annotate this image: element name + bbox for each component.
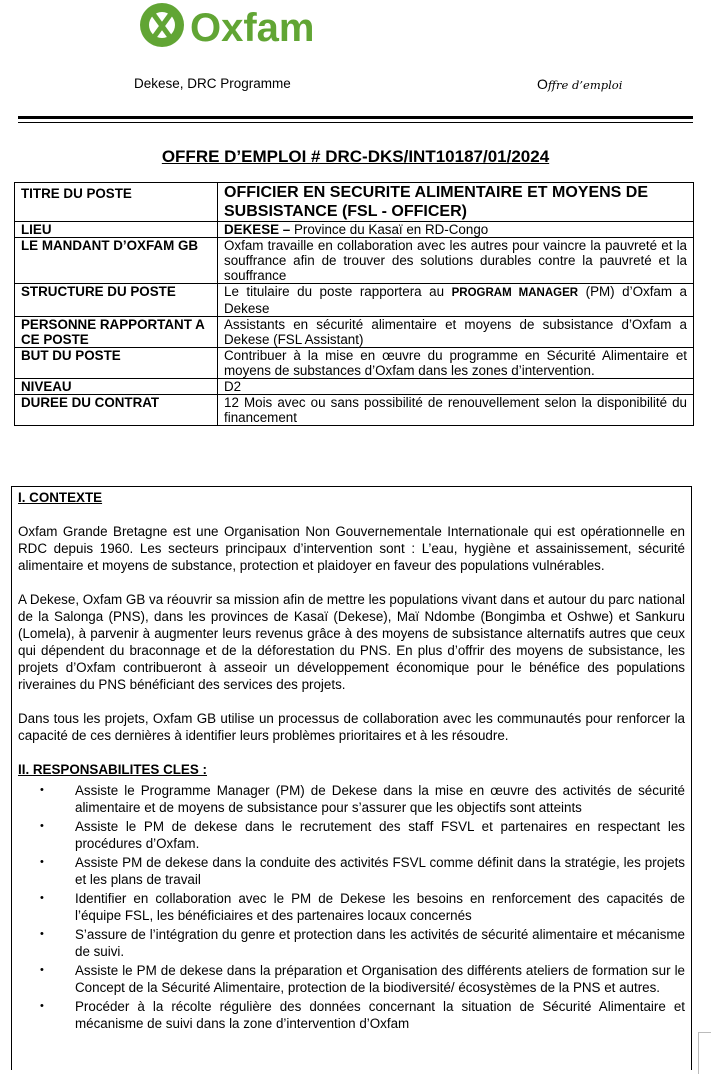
location-bold: DEKESE – xyxy=(224,222,291,237)
table-row xyxy=(15,317,694,348)
row-label: STRUCTURE DU POSTE xyxy=(15,284,218,317)
page-title: OFFRE D’EMPLOI # DRC-DKS/INT10187/01/2024 xyxy=(161,147,550,166)
responsibilities-heading: II. RESPONSABILITES CLES : xyxy=(18,762,207,777)
table-row xyxy=(15,348,694,379)
structure-value xyxy=(218,284,694,317)
row-label: PERSONNE RAPPORTANT A CE POSTE xyxy=(15,317,218,348)
list-item xyxy=(18,782,685,816)
page-edge-fragment xyxy=(698,1032,711,1074)
bullet-icon: • xyxy=(40,1000,44,1012)
job-title-value: OFFICIER EN SECURITE ALIMENTAIRE ET MOYENS DE SUBSISTANCE (FSL - OFFICER) xyxy=(218,183,694,222)
row-label: NIVEAU xyxy=(15,379,218,395)
table-row xyxy=(15,183,694,222)
context-heading: I. CONTEXTE xyxy=(18,490,103,505)
row-label: DUREE DU CONTRAT xyxy=(15,395,218,426)
list-item-text: Assiste le Programme Manager (PM) de Dekese dans la mise en œuvre des activités de sécurité alimentaire et de moyens de subsistance pour s’assurer que les objectifs sont atteints xyxy=(75,783,685,815)
row-label: BUT DU POSTE xyxy=(15,348,218,379)
bullet-icon: • xyxy=(40,892,44,904)
list-item xyxy=(18,926,685,960)
table-row xyxy=(15,222,694,238)
list-item-text: Identifier en collaboration avec le PM de Dekese les besoins en renforcement des capacités de l’équipe FSL, les bénéficiaires et des partenaires locaux concernés xyxy=(75,891,685,923)
responsibilities-list xyxy=(18,782,685,1032)
structure-manager: PROGRAM MANAGER xyxy=(451,287,579,299)
row-label: LIEU xyxy=(15,222,218,238)
oxfam-figure-icon xyxy=(140,3,184,47)
context-paragraph-3: Dans tous les projets, Oxfam GB utilise un processus de collaboration avec les communautés pour renforcer la capacité de ces dernières à identifier leurs problèmes prioritaires et à les résoudre. xyxy=(18,711,685,743)
header-rule-thin xyxy=(18,122,693,123)
row-value: 12 Mois avec ou sans possibilité de renouvellement selon la disponibilité du financement xyxy=(218,395,694,426)
table-row xyxy=(15,379,694,395)
list-item xyxy=(18,962,685,996)
logo-text: Oxfam xyxy=(190,6,315,50)
context-paragraph-2: A Dekese, Oxfam GB va réouvrir sa mission afin de mettre les populations vivant dans et autour du parc national de la Salonga (PNS), dans les provinces de Kasaï (Dekese), Maï Ndombe (Bongimba et Oshwe) et Sankuru (Lomela), à parvenir à augmenter leurs revenus grâce à des moyens de subsistance alternatifs autres que ceux qui dépendent du braconnage et de la déforestation du PNS. En plus d’offrir des moyens de subsistance, les projets d’Oxfam contribueront à asseoir un développement économique pour le bénéfice des populations riveraines du PNS bénéficiant des services des projets. xyxy=(18,592,685,692)
list-item-text: Assiste PM de dekese dans la conduite des activités FSVL comme définit dans la stratégie, les projets et les plans de travail xyxy=(75,855,685,887)
table-row xyxy=(15,238,694,284)
table-row xyxy=(15,395,694,426)
doc-type-initial: O xyxy=(537,76,548,92)
list-item xyxy=(18,854,685,888)
list-item-text: S’assure de l’intégration du genre et protection dans les activités de sécurité alimentaire et mécanisme de suivi. xyxy=(75,927,685,959)
location-rest: Province du Kasaï en RD-Congo xyxy=(290,222,489,237)
bullet-icon: • xyxy=(40,820,44,832)
row-value: Contribuer à la mise en œuvre du programme en Sécurité Alimentaire et moyens de substances d’Oxfam dans les zones d’intervention. xyxy=(218,348,694,379)
row-label: LE MANDANT D’OXFAM GB xyxy=(15,238,218,284)
context-section-box xyxy=(11,486,692,1070)
structure-post: (PM) d’Oxfam a Dekese xyxy=(224,284,688,316)
row-value: D2 xyxy=(218,379,694,395)
row-value: Oxfam travaille en collaboration avec les autres pour vaincre la pauvreté et la souffrance afin de trouver des solutions durables contre la pauvreté et la souffrance xyxy=(218,238,694,284)
list-item-text: Assiste le PM de dekese dans le recrutement des staff FSVL et partenaires en respectant les procédures d’Oxfam. xyxy=(75,819,685,851)
doc-type-label xyxy=(537,76,622,92)
job-info-table xyxy=(14,182,694,426)
list-item xyxy=(18,890,685,924)
list-item xyxy=(18,818,685,852)
table-row xyxy=(15,284,694,317)
location-value xyxy=(218,222,694,238)
programme-label: Dekese, DRC Programme xyxy=(134,76,291,91)
row-value: Assistants en sécurité alimentaire et moyens de subsistance d’Oxfam a Dekese (FSL Assistant) xyxy=(218,317,694,348)
list-item xyxy=(18,998,685,1032)
bullet-icon: • xyxy=(40,784,44,796)
doc-type-rest: ffre d’emploi xyxy=(547,78,623,92)
bullet-icon: • xyxy=(40,928,44,940)
list-item-text: Assiste le PM de dekese dans la préparation et Organisation des différents ateliers de formation sur le Concept de la Sécurité Alimentaire, protection de la biodiversité/ écosystèmes de la PNS et autres. xyxy=(75,963,685,995)
bullet-icon: • xyxy=(40,964,44,976)
oxfam-logo xyxy=(132,0,355,55)
structure-pre: Le titulaire du poste rapportera au xyxy=(224,284,452,299)
context-paragraph-1: Oxfam Grande Bretagne est une Organisation Non Gouvernementale Internationale qui est opérationnelle en RDC depuis 1960. Les secteurs principaux d’intervention sont : L’eau, hygiène et assainissement, sécurité alimentaire et moyens de substance, protection et plaidoyer en faveur des populations vulnérables. xyxy=(18,524,685,573)
bullet-icon: • xyxy=(40,856,44,868)
list-item-text: Procéder à la récolte régulière des données concernant la situation de Sécurité Alimentaire et mécanisme de suivi dans la zone d’intervention d’Oxfam xyxy=(75,999,685,1031)
row-label: TITRE DU POSTE xyxy=(15,183,218,222)
header-rule-thick xyxy=(18,116,693,119)
